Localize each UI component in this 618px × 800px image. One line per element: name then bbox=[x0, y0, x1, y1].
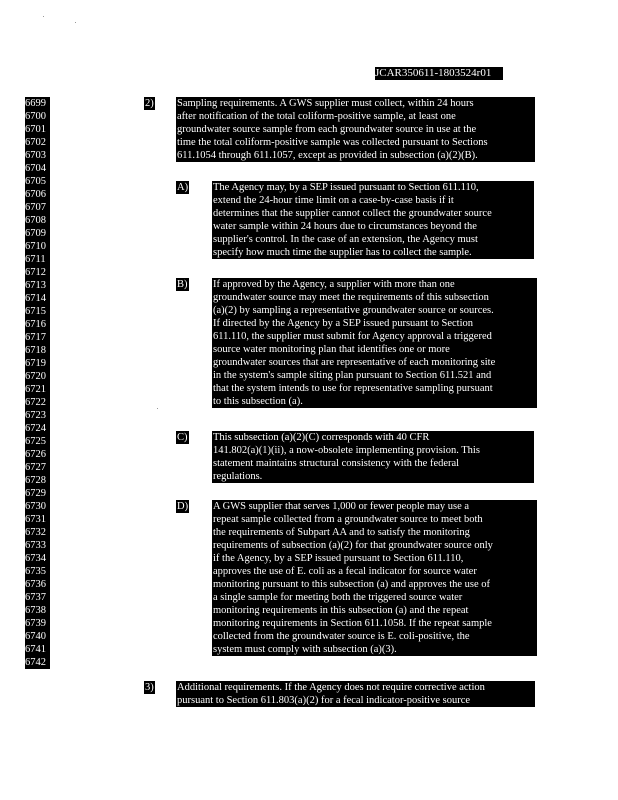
scan-speck bbox=[157, 408, 158, 409]
paragraph-label-c: C) bbox=[177, 432, 188, 443]
line-number: 6726 bbox=[25, 449, 46, 460]
line-number: 6735 bbox=[25, 566, 46, 577]
line-number: 6737 bbox=[25, 592, 46, 603]
text-line: monitoring pursuant to this subsection (a) and approves the use of bbox=[213, 579, 491, 590]
line-number: 6733 bbox=[25, 540, 46, 551]
line-number: 6707 bbox=[25, 202, 46, 213]
line-number: 6732 bbox=[25, 527, 46, 538]
line-number: 6718 bbox=[25, 345, 46, 356]
text-line: that the system intends to use for representative sampling pursuant bbox=[213, 383, 493, 394]
scan-speck bbox=[75, 22, 76, 23]
line-number: 6702 bbox=[25, 137, 46, 148]
text-line: monitoring requirements in this subsection (a) and the repeat bbox=[213, 605, 469, 616]
text-line: 141.802(a)(1)(ii), a now-obsolete implementing provision. This bbox=[213, 445, 480, 456]
text-line: groundwater source sample from each groundwater source in use at the bbox=[177, 124, 477, 135]
text-line: pursuant to Section 611.803(a)(2) for a fecal indicator-positive source bbox=[177, 695, 471, 706]
scan-speck bbox=[43, 16, 44, 17]
line-number: 6736 bbox=[25, 579, 46, 590]
text-line: (a)(2) by sampling a representative groundwater source or sources. bbox=[213, 305, 494, 316]
text-line: determines that the supplier cannot collect the groundwater source bbox=[213, 208, 492, 219]
paragraph-a bbox=[212, 181, 534, 259]
paragraph-label-d: D) bbox=[177, 501, 189, 512]
line-number: 6740 bbox=[25, 631, 46, 642]
text-line: A GWS supplier that serves 1,000 or fewer people may use a bbox=[213, 501, 470, 512]
line-number: 6712 bbox=[25, 267, 46, 278]
line-number: 6722 bbox=[25, 397, 46, 408]
paragraph-label-a: A) bbox=[177, 182, 189, 193]
line-number: 6708 bbox=[25, 215, 46, 226]
line-number: 6715 bbox=[25, 306, 46, 317]
line-number: 6717 bbox=[25, 332, 46, 343]
line-number: 6716 bbox=[25, 319, 46, 330]
text-line: after notification of the total coliform-positive sample, at least one bbox=[177, 111, 456, 122]
line-number: 6723 bbox=[25, 410, 46, 421]
text-line: statement maintains structural consistency with the federal bbox=[213, 458, 460, 469]
text-line: Additional requirements. If the Agency does not require corrective action bbox=[177, 682, 485, 693]
text-line: to this subsection (a). bbox=[213, 396, 303, 407]
line-number: 6705 bbox=[25, 176, 46, 187]
line-number: 6714 bbox=[25, 293, 46, 304]
line-number: 6728 bbox=[25, 475, 46, 486]
text-line: Sampling requirements. A GWS supplier must collect, within 24 hours bbox=[177, 98, 474, 109]
line-number: 6725 bbox=[25, 436, 46, 447]
text-line: extend the 24-hour time limit on a case-by-case basis if it bbox=[213, 195, 454, 206]
paragraph-b bbox=[212, 278, 537, 408]
line-number: 6710 bbox=[25, 241, 46, 252]
line-number: 6704 bbox=[25, 163, 46, 174]
paragraph-label-2: 2) bbox=[145, 98, 154, 109]
text-line: groundwater sources that are representative of each monitoring site bbox=[213, 357, 496, 368]
text-line: The Agency may, by a SEP issued pursuant to Section 611.110, bbox=[213, 182, 479, 193]
line-number: 6741 bbox=[25, 644, 46, 655]
text-line: If directed by the Agency by a SEP issued pursuant to Section bbox=[213, 318, 474, 329]
line-number: 6719 bbox=[25, 358, 46, 369]
line-number: 6699 bbox=[25, 98, 46, 109]
line-number: 6701 bbox=[25, 124, 46, 135]
line-number: 6731 bbox=[25, 514, 46, 525]
line-number: 6734 bbox=[25, 553, 46, 564]
line-number: 6729 bbox=[25, 488, 46, 499]
line-number: 6703 bbox=[25, 150, 46, 161]
text-line: If approved by the Agency, a supplier with more than one bbox=[213, 279, 455, 290]
paragraph-d bbox=[212, 500, 537, 656]
line-number: 6727 bbox=[25, 462, 46, 473]
line-number: 6742 bbox=[25, 657, 46, 668]
text-line: source water monitoring plan that identifies one or more bbox=[213, 344, 450, 355]
text-line: monitoring requirements in Section 611.1058. If the repeat sample bbox=[213, 618, 492, 629]
document-id-header: JCAR350611-1803524r01 bbox=[375, 67, 503, 80]
text-line: in the system's sample siting plan pursuant to Section 611.521 and bbox=[213, 370, 492, 381]
line-number: 6706 bbox=[25, 189, 46, 200]
text-line: 611.1054 through 611.1057, except as provided in subsection (a)(2)(B). bbox=[177, 150, 478, 161]
text-line: approves the use of E. coli as a fecal indicator for source water bbox=[213, 566, 477, 577]
text-line: a single sample for meeting both the triggered source water bbox=[213, 592, 463, 603]
text-line: water sample within 24 hours due to circumstances beyond the bbox=[213, 221, 477, 232]
line-number: 6720 bbox=[25, 371, 46, 382]
text-line: regulations. bbox=[213, 471, 263, 482]
text-line: groundwater source may meet the requirements of this subsection bbox=[213, 292, 489, 303]
line-number: 6724 bbox=[25, 423, 46, 434]
text-line: the requirements of Subpart AA and to satisfy the monitoring bbox=[213, 527, 470, 538]
text-line: This subsection (a)(2)(C) corresponds with 40 CFR bbox=[213, 432, 430, 443]
line-number: 6709 bbox=[25, 228, 46, 239]
line-number: 6738 bbox=[25, 605, 46, 616]
text-line: specify how much time the supplier has to collect the sample. bbox=[213, 247, 472, 258]
text-line: repeat sample collected from a groundwater source to meet both bbox=[213, 514, 483, 525]
line-number: 6730 bbox=[25, 501, 46, 512]
paragraph-2 bbox=[176, 97, 535, 162]
text-line: requirements of subsection (a)(2) for that groundwater source only bbox=[213, 540, 493, 551]
text-line: collected from the groundwater source is E. coli-positive, the bbox=[213, 631, 470, 642]
paragraph-3 bbox=[176, 681, 535, 707]
paragraph-c bbox=[212, 431, 534, 483]
line-number: 6713 bbox=[25, 280, 46, 291]
text-line: 611.110, the supplier must submit for Agency approval a triggered bbox=[213, 331, 492, 342]
text-line: if the Agency, by a SEP issued pursuant to Section 611.110, bbox=[213, 553, 464, 564]
line-number: 6721 bbox=[25, 384, 46, 395]
text-line: system must comply with subsection (a)(3). bbox=[213, 644, 397, 655]
line-number-column bbox=[25, 97, 50, 669]
line-number: 6739 bbox=[25, 618, 46, 629]
paragraph-label-3: 3) bbox=[145, 682, 154, 693]
paragraph-label-b: B) bbox=[177, 279, 188, 290]
line-number: 6700 bbox=[25, 111, 46, 122]
text-line: time the total coliform-positive sample was collected pursuant to Sections bbox=[177, 137, 488, 148]
line-number: 6711 bbox=[25, 254, 46, 265]
text-line: supplier's control. In the case of an extension, the Agency must bbox=[213, 234, 478, 245]
